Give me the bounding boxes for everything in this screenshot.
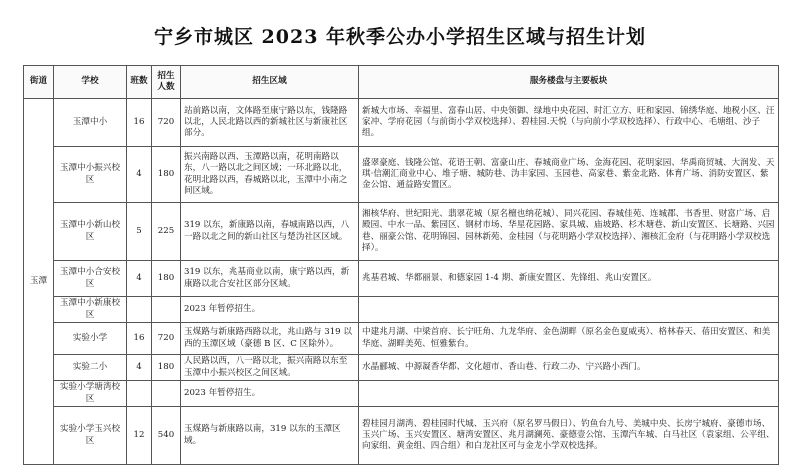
school-cell: 玉潭中小 — [54, 99, 127, 147]
school-cell: 实验二小 — [54, 355, 127, 381]
school-cell: 实验小学塘湾校区 — [54, 381, 127, 407]
area-cell: 振兴南路以西、玉潭路以南，花明南路以东，八一路以北之间区域；一环北路以北，花明北路以西，春城路以北，玉潭中小南之间区域。 — [181, 147, 359, 203]
classes-cell: 12 — [127, 407, 152, 465]
table-row — [24, 99, 779, 147]
area-cell: 人民路以西，八一路以北，振兴南路以东至玉潭中小振兴校区之间区域。 — [181, 355, 359, 381]
enrollment-cell: 180 — [152, 261, 181, 297]
classes-cell: 4 — [127, 355, 152, 381]
school-cell: 玉潭中小新山校区 — [54, 203, 127, 261]
classes-cell — [127, 381, 152, 407]
street-cell: 玉潭 — [24, 99, 54, 465]
school-cell: 玉潭中小振兴校区 — [54, 147, 127, 203]
classes-cell: 5 — [127, 203, 152, 261]
enrollment-cell: 540 — [152, 407, 181, 465]
table-row — [24, 407, 779, 465]
table-row — [24, 297, 779, 323]
housing-cell — [359, 381, 779, 407]
header-enrollment: 招生人数 — [152, 66, 181, 99]
housing-cell: 兆基君城、华都丽景、和德家园 1-4 期、新康安置区、先锋组、兆山安置区。 — [359, 261, 779, 297]
housing-cell — [359, 297, 779, 323]
school-cell: 玉潭中小新康校区 — [54, 297, 127, 323]
area-cell: 319 以东，兆基商业以南，康宁路以西，新康路以北合安社区部分区域。 — [181, 261, 359, 297]
header-classes: 班数 — [127, 66, 152, 99]
housing-cell: 碧桂园月湖湾、碧桂园时代城、玉兴府（原名罗马假日）、钓鱼台九号、美城中央、长房宁城府、豪德市场、玉兴广场、玉兴安置区、塘湾安置区、兆月湖澜苑、豪德壹公馆、玉潭汽车城、白马社区（袁家组、公平组、向家组、黄金组、四合组）和白龙社区可与金龙小学双校选择。 — [359, 407, 779, 465]
header-school: 学校 — [54, 66, 127, 99]
area-cell: 319 以东，新康路以南，春城南路以西，八一路以北之间的新山社区与楚沩社区区域。 — [181, 203, 359, 261]
table-row — [24, 381, 779, 407]
table-row — [24, 147, 779, 203]
table-row — [24, 203, 779, 261]
table-row — [24, 355, 779, 381]
school-cell: 玉潭中小合安校区 — [54, 261, 127, 297]
area-cell: 2023 年暂停招生。 — [181, 297, 359, 323]
table-row — [24, 261, 779, 297]
page-title: 宁乡市城区 2023 年秋季公办小学招生区域与招生计划 — [153, 26, 647, 48]
enrollment-cell: 225 — [152, 203, 181, 261]
enrollment-cell: 180 — [152, 355, 181, 381]
area-cell: 玉煤路与新康路以南，319 以东的玉潭区域。 — [181, 407, 359, 465]
enrollment-table — [23, 65, 779, 465]
enrollment-cell: 180 — [152, 147, 181, 203]
classes-cell: 4 — [127, 261, 152, 297]
housing-cell: 中建兆月湖、中梁首府、长宁旺角、九龙华府、金色湖畔（原名金色夏威夷）、格林春天、蓓田安置区、和美华庭、湖畔美苑、恒雅紫台。 — [359, 323, 779, 355]
housing-cell: 盛翠豪庭、钱隆公馆、花语王朝、富豪山庄、春城商业广场、金海花园、花明家园、华禹商贸城、大润发、天琪·信潮汇商业中心、堆子塘、城防巷、沩丰家园、玉园巷、高家巷、紫金北路、体育广场、消防安置区、紫金公馆、通益路安置区。 — [359, 147, 779, 203]
area-cell: 2023 年暂停招生。 — [181, 381, 359, 407]
header-housing: 服务楼盘与主要板块 — [359, 66, 779, 99]
header-area: 招生区域 — [181, 66, 359, 99]
table-header-row — [24, 66, 779, 99]
housing-cell: 水晶郦城、中源凝香华都、文化超市、香山巷、行政二办、宁兴路小西门。 — [359, 355, 779, 381]
enrollment-cell — [152, 297, 181, 323]
table-row — [24, 323, 779, 355]
enrollment-cell: 720 — [152, 99, 181, 147]
housing-cell: 湘核华府、世纪阳光、翡翠花城（原名檀也纳花城）、同兴花园、春城佳苑、连城郡、书香里、财富广场、启殿园、中水一品、紫园区、钢材市场、华星花园路、家具城、庙坡路、杉木塘巷、新山安置区、长塘路、兴园巷、丽豪公馆、花明锦园、园林新苑、金桂园（与花明路小学双校选择）、湘核汇金府（与花明路小学双校选择）。 — [359, 203, 779, 261]
housing-cell: 新城大市场、幸福里、富春山居、中央领御、绿地中央花园、时汇立方、旺和家园、锦绣华庭、地税小区、汪家冲、学府花园（与前街小学双校选择）、碧桂园.天悦（与向前小学双校选择）、行政中心、毛塘组、沙子组。 — [359, 99, 779, 147]
enrollment-cell — [152, 381, 181, 407]
classes-cell: 4 — [127, 147, 152, 203]
area-cell: 站前路以南，文体路至康宁路以东，钱隆路以北，人民北路以西的新城社区与新康社区部分。 — [181, 99, 359, 147]
school-cell: 实验小学玉兴校区 — [54, 407, 127, 465]
enrollment-cell: 720 — [152, 323, 181, 355]
classes-cell: 16 — [127, 323, 152, 355]
classes-cell — [127, 297, 152, 323]
area-cell: 玉煤路与新康路西路以北，兆山路与 319 以西的玉潭区域（豪德 B 区、C 区除外）。 — [181, 323, 359, 355]
school-cell: 实验小学 — [54, 323, 127, 355]
classes-cell: 16 — [127, 99, 152, 147]
header-street: 街道 — [24, 66, 54, 99]
